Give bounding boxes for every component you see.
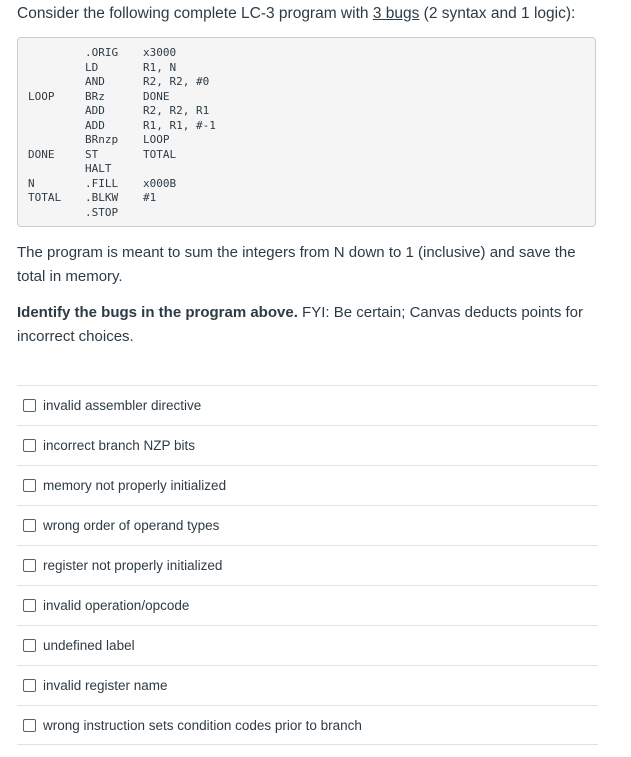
checkbox[interactable]	[23, 679, 36, 692]
code-arg: R1, N	[143, 60, 177, 74]
code-arg: R1, R1, #-1	[143, 118, 216, 132]
answer-label[interactable]: invalid assembler directive	[43, 398, 202, 413]
answer-option[interactable]	[17, 585, 598, 625]
answer-label[interactable]: invalid operation/opcode	[43, 598, 190, 613]
code-op: BRz	[85, 89, 105, 103]
instruction-text	[17, 301, 602, 349]
code-op: AND	[85, 75, 105, 88]
code-op: BRnzp	[85, 133, 119, 146]
code-arg: #1	[143, 191, 157, 204]
code-op: LD	[85, 60, 99, 74]
code-block	[17, 37, 596, 227]
instruction-bold: Identify the bugs in the program above.	[17, 304, 298, 321]
program-description: The program is meant to sum the integers from N down to 1 (inclusive) and save the total in memory.	[17, 244, 576, 285]
code-label: TOTAL	[28, 191, 62, 204]
checkbox[interactable]	[23, 719, 36, 732]
answer-label[interactable]: memory not properly initialized	[43, 478, 227, 493]
code-arg: LOOP	[143, 133, 170, 146]
answer-label[interactable]: undefined label	[43, 638, 135, 653]
checkbox[interactable]	[23, 519, 36, 532]
code-label: LOOP	[28, 89, 55, 103]
code-op: .BLKW	[85, 191, 119, 204]
checkbox[interactable]	[23, 439, 36, 452]
answer-label[interactable]: invalid register name	[43, 678, 168, 693]
checkbox[interactable]	[23, 479, 36, 492]
question-text	[17, 4, 607, 23]
code-op: ST	[85, 147, 99, 161]
answer-option[interactable]	[17, 705, 598, 745]
question-intro: Consider the following complete LC-3 program with	[17, 5, 373, 22]
answer-option[interactable]	[17, 665, 598, 705]
checkbox[interactable]	[23, 599, 36, 612]
checkbox[interactable]	[23, 559, 36, 572]
answer-option[interactable]	[17, 385, 598, 425]
code-arg: x3000	[143, 46, 177, 59]
code-op: .STOP	[85, 205, 119, 219]
code-op: .FILL	[85, 176, 119, 190]
code-op: .ORIG	[85, 46, 119, 59]
checkbox[interactable]	[23, 399, 36, 412]
code-arg: R2, R2, R1	[143, 104, 210, 117]
answer-label[interactable]: register not properly initialized	[43, 558, 223, 573]
answer-option[interactable]	[17, 465, 598, 505]
code-op: ADD	[85, 104, 105, 117]
answer-option[interactable]	[17, 625, 598, 665]
answer-option[interactable]	[17, 545, 598, 585]
answer-label[interactable]: wrong order of operand types	[43, 518, 220, 533]
answer-label[interactable]: wrong instruction sets condition codes prior to branch	[43, 717, 362, 733]
code-arg: TOTAL	[143, 147, 177, 161]
answer-list	[17, 385, 598, 745]
question-outro: (2 syntax and 1 logic):	[419, 5, 576, 22]
answer-option[interactable]	[17, 425, 598, 465]
code-label: N	[28, 176, 35, 190]
checkbox[interactable]	[23, 639, 36, 652]
code-arg: x000B	[143, 176, 177, 190]
answer-option[interactable]	[17, 505, 598, 545]
code-arg: DONE	[143, 89, 170, 103]
answer-label[interactable]: incorrect branch NZP bits	[43, 438, 196, 453]
code-op: ADD	[85, 118, 105, 132]
code-arg: R2, R2, #0	[143, 75, 210, 88]
code-label: DONE	[28, 147, 55, 161]
bugs-link[interactable]: 3 bugs	[372, 5, 420, 22]
code-op: HALT	[85, 162, 112, 175]
instruction-rest: FYI: Be certain; Canvas deducts points for incorrect choices.	[17, 304, 584, 345]
